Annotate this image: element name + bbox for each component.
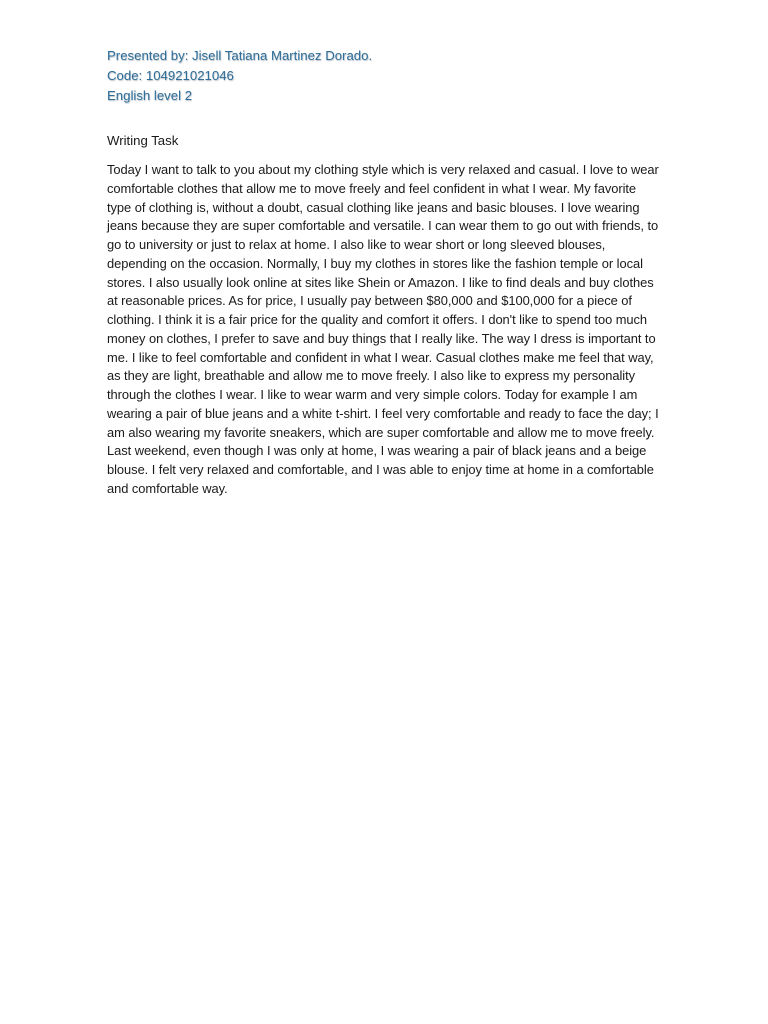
english-level: English level 2 xyxy=(107,88,193,103)
presenter-name: Presented by: Jisell Tatiana Martinez Dorado. xyxy=(107,48,373,63)
document-header xyxy=(107,46,667,106)
essay-paragraph: Today I want to talk to you about my clothing style which is very relaxed and casual. I love to wear comfortable clothes that allow me to move freely and feel confident in what I wear. My favorite type of clothing is, without a doubt, casual clothing like jeans and basic blouses. I love wearing jeans because they are super comfortable and versatile. I can wear them to go out with friends, to go to university or just to relax at home. I also like to wear short or long sleeved blouses, depending on the occasion. Normally, I buy my clothes in stores like the fashion temple or local stores. I also usually look online at sites like Shein or Amazon. I like to find deals and buy clothes at reasonable prices. As for price, I usually pay between $80,000 and $100,000 for a piece of clothing. I think it is a fair price for the quality and comfort it offers. I don't like to spend too much money on clothes, I prefer to save and buy things that I really like. The way I dress is important to me. I like to feel comfortable and confident in what I wear. Casual clothes make me feel that way, as they are light, breathable and allow me to move freely. I also like to express my personality through the clothes I wear. I like to wear warm and very simple colors. Today for example I am wearing a pair of blue jeans and a white t-shirt. I feel very comfortable and ready to face the day; I am also wearing my favorite sneakers, which are super comfortable and allow me to move freely. Last weekend, even though I was only at home, I was wearing a pair of black jeans and a beige blouse. I felt very relaxed and comfortable, and I was able to enjoy time at home in a comfortable and comfortable way. xyxy=(107,162,659,496)
student-code: Code: 104921021046 xyxy=(107,68,234,83)
writing-task-title: Writing Task xyxy=(107,133,179,148)
